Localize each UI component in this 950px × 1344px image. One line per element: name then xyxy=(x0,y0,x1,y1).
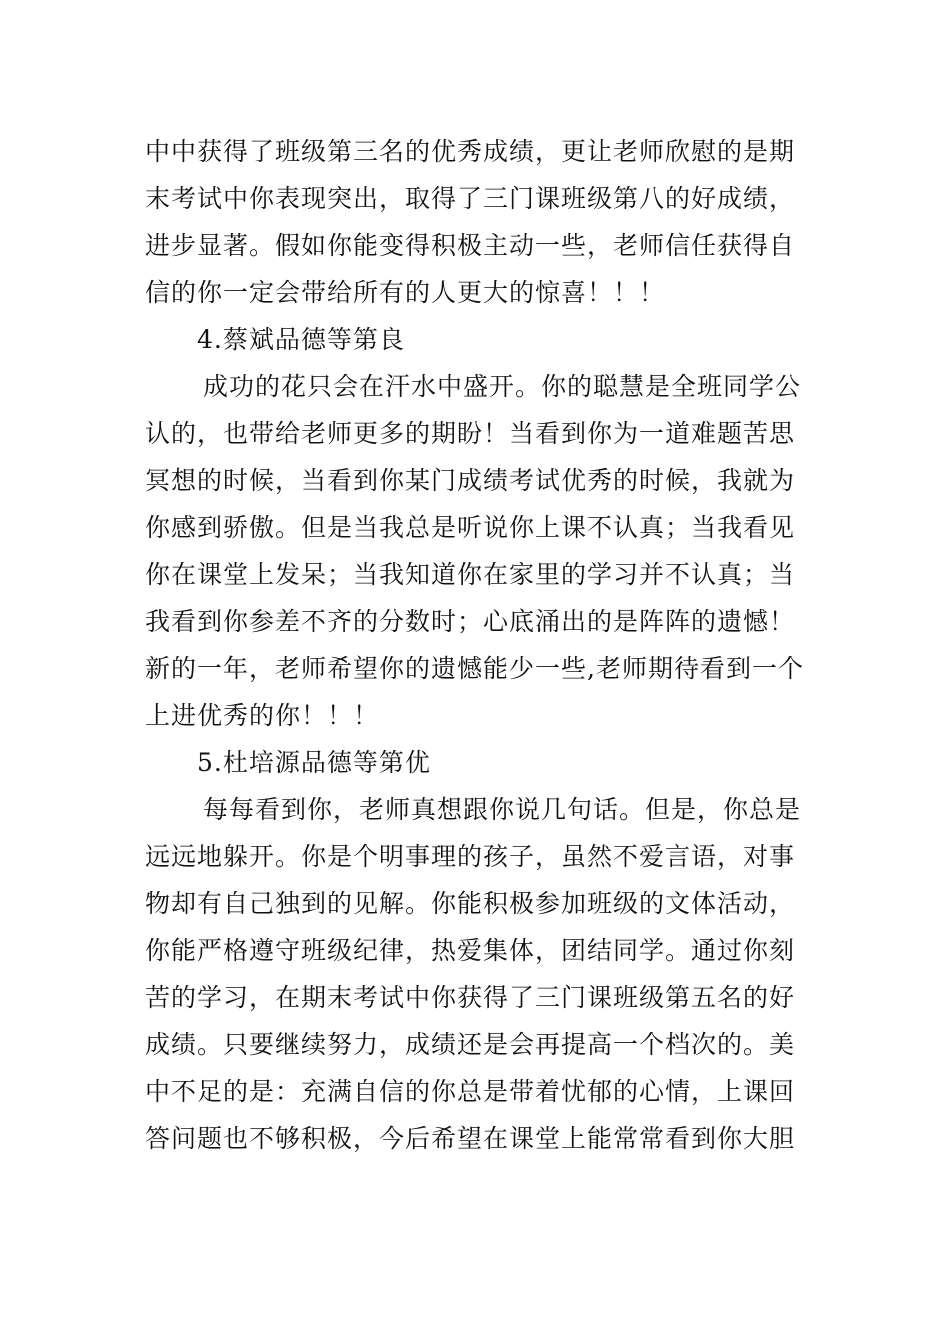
paragraph-line: 中不足的是：充满自信的你总是带着忧郁的心情，上课回 xyxy=(145,1077,796,1106)
paragraph-line: 每每看到你，老师真想跟你说几句话。但是，你总是 xyxy=(203,795,802,824)
paragraph-line: 新的一年，老师希望你的遗憾能少一些,老师期待看到一个 xyxy=(145,654,804,683)
paragraph-line: 苦的学习，在期末考试中你获得了三门课班级第五名的好 xyxy=(145,983,796,1012)
paragraph-line: 我看到你参差不齐的分数时；心底涌出的是阵阵的遗憾！ xyxy=(145,607,796,636)
paragraph-line: 答问题也不够积极，今后希望在课堂上能常常看到你大胆 xyxy=(145,1124,796,1153)
paragraph-line: 信的你一定会带给所有的人更大的惊喜！！！ xyxy=(145,278,666,307)
paragraph-line: 你在课堂上发呆；当我知道你在家里的学习并不认真；当 xyxy=(145,560,796,589)
paragraph-line: 你感到骄傲。但是当我总是听说你上课不认真；当我看见 xyxy=(145,513,796,542)
section-heading-5: 5.杜培源品德等第优 xyxy=(197,748,431,777)
paragraph-line: 成绩。只要继续努力，成绩还是会再提高一个档次的。美 xyxy=(145,1030,796,1059)
paragraph-line: 认的，也带给老师更多的期盼！当看到你为一道难题苦思 xyxy=(145,419,796,448)
section-heading-4: 4.蔡斌品德等第良 xyxy=(197,325,405,354)
document-body xyxy=(145,128,810,1162)
paragraph-line: 末考试中你表现突出，取得了三门课班级第八的好成绩， xyxy=(145,184,796,213)
paragraph-line: 远远地躲开。你是个明事理的孩子，虽然不爱言语，对事 xyxy=(145,842,796,871)
paragraph-line: 冥想的时候，当看到你某门成绩考试优秀的时候，我就为 xyxy=(145,466,796,495)
paragraph-line: 中中获得了班级第三名的优秀成绩，更让老师欣慰的是期 xyxy=(145,137,796,166)
paragraph-line: 成功的花只会在汗水中盛开。你的聪慧是全班同学公 xyxy=(203,372,802,401)
paragraph-line: 上进优秀的你！！！ xyxy=(145,701,380,730)
paragraph-line: 进步显著。假如你能变得积极主动一些，老师信任获得自 xyxy=(145,231,796,260)
paragraph-line: 物却有自己独到的见解。你能积极参加班级的文体活动， xyxy=(145,889,796,918)
paragraph-line: 你能严格遵守班级纪律，热爱集体，团结同学。通过你刻 xyxy=(145,936,796,965)
